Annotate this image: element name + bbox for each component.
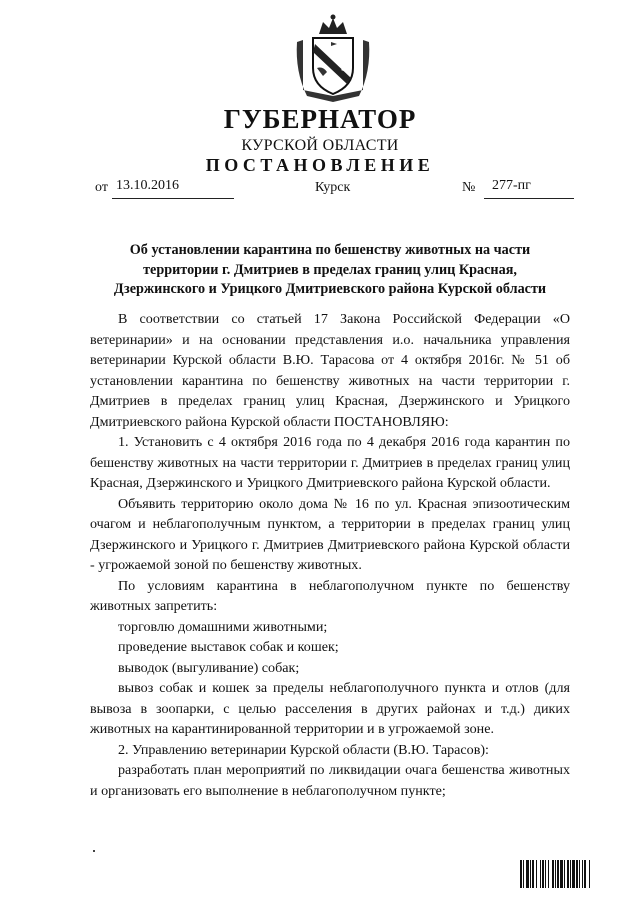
barcode-stripe bbox=[590, 860, 591, 888]
document-body bbox=[90, 309, 570, 801]
paragraph-preamble: В соответствии со статьей 17 Закона Российской Федерации «О ветеринарии» и на основании представления и.о. начальника управления ветеринарии Курской области В.Ю. Тарасова от 4 октября 2016г. № 51 об установлении карантина по бешенству животных на части территории г. Дмитриев в пределах границ улиц Красная, Дзержинского и Урицкого Дмитриевского района Курской области ПОСТАНОВЛЯЮ: bbox=[90, 311, 570, 430]
heading-line-2: территории г. Дмитриев в пределах границ улиц Красная, bbox=[143, 261, 517, 278]
paragraph-item-2: 2. Управлению ветеринарии Курской области (В.Ю. Тарасов): bbox=[118, 741, 489, 758]
prohibition-item: проведение выставок собак и кошек; bbox=[118, 639, 339, 655]
paragraph-plan: разработать план мероприятий по ликвидации очага бешенства животных и организовать его выполнение в неблагополучном пункте; bbox=[90, 762, 570, 799]
number-underline bbox=[484, 198, 574, 199]
heading-line-1: Об установлении карантина по бешенству животных на части bbox=[129, 242, 531, 258]
document-heading bbox=[90, 241, 570, 300]
heading-line-3: Дзержинского и Урицкого Дмитриевского района Курской области bbox=[113, 281, 547, 297]
document-date: 13.10.2016 bbox=[116, 178, 179, 193]
governor-title: ГУБЕРНАТОР bbox=[223, 104, 417, 134]
prohibition-item: выводок (выгуливание) собак; bbox=[118, 659, 300, 676]
number-prefix: № bbox=[462, 180, 476, 195]
city-name: Курск bbox=[315, 180, 351, 195]
barcode-icon bbox=[520, 860, 628, 888]
document-type: ПОСТАНОВЛЕНИЕ bbox=[205, 155, 435, 175]
date-underline bbox=[112, 198, 234, 199]
scan-speck bbox=[93, 850, 95, 852]
prohibition-item: торговлю домашними животными; bbox=[118, 618, 328, 635]
date-prefix: от bbox=[95, 180, 108, 195]
prohibition-item-export: вывоз собак и кошек за пределы неблагополучного пункта и отлов (для вывоза в зоопарки, с целью расселения в других районах и т.д.) диких животных на карантинированной территории и в угрожаемой зоне. bbox=[90, 680, 570, 737]
document-number: 277-пг bbox=[492, 178, 531, 193]
region-name: КУРСКОЙ ОБЛАСТИ bbox=[241, 137, 399, 154]
paragraph-prohibitions-intro: По условиям карантина в неблагополучном пункте по бешенству животных запретить: bbox=[90, 577, 570, 614]
coat-of-arms-icon bbox=[287, 12, 379, 104]
paragraph-focus-declaration: Объявить территорию около дома № 16 по ул. Красная эпизоотическим очагом и неблагополучным пунктом, а территории в пределах границ улиц Дзержинского и Урицкого г. Дмитриев Дмитриевского района Курской области - угрожаемой зоной по бешенству животных. bbox=[90, 495, 570, 573]
paragraph-item-1: 1. Установить с 4 октября 2016 года по 4 декабря 2016 года карантин по бешенству животных на части территории г. Дмитриев в пределах границ улиц Красная, Дзержинского и Урицкого Дмитриевского района Курской области. bbox=[90, 434, 570, 491]
